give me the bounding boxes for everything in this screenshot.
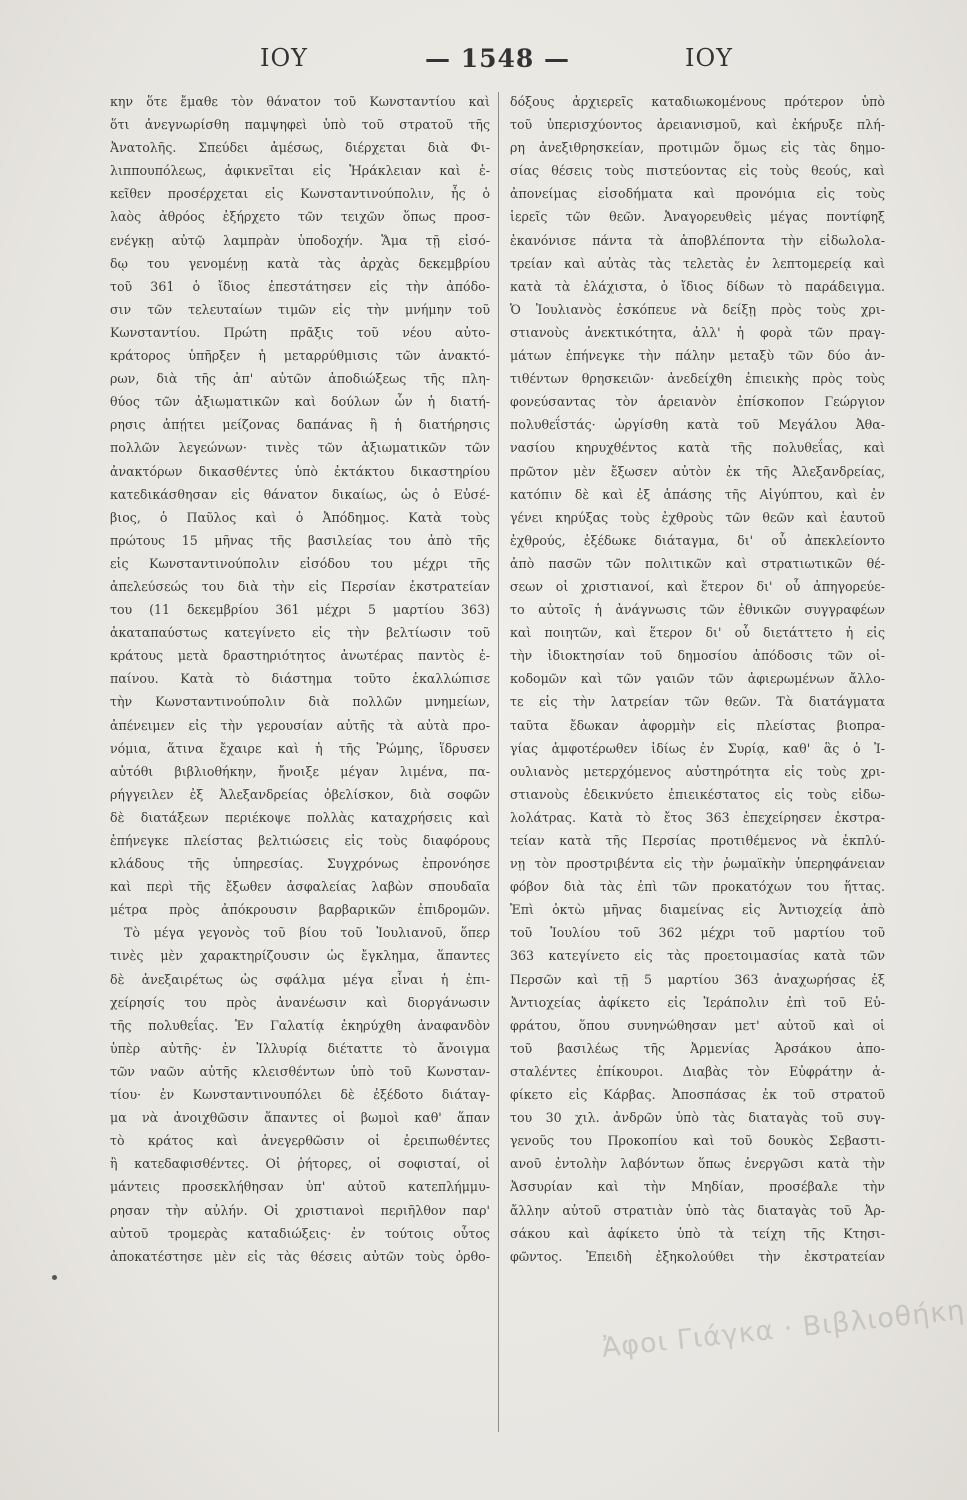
text-line: κράτους μετὰ δραστηριότητος ἀνωτέρας παντὸς ἐ-: [110, 648, 490, 664]
text-line: ἀπελεύσεώς του διὰ τὴν εἰς Περσίαν ἐκστρατείαν: [110, 578, 490, 594]
text-line: λιππουπόλεως, ἀφικνεῖται εἰς Ἡράκλειαν καὶ ἐ-: [110, 163, 490, 179]
text-line: ρων, διὰ τῆς ἀπ' αὐτῶν ἀποδιώξεως τῆς πλη-: [110, 371, 490, 387]
text-line: του (11 δεκεμβρίου 361 μέχρι 5 μαρτίου 363): [110, 602, 490, 618]
text-line: ρη ἀνεξιθρησκείαν, προτιμῶν ὅμως εἰς τὰς δημο-: [510, 140, 885, 156]
text-line: τῆς πολυθεΐας. Ἐν Γαλατίᾳ ἐκηρύχθη ἀναφανδὸν: [110, 1017, 490, 1033]
text-line: ἱερεῖς τῶν θεῶν. Ἀναγορευθεὶς μέγας ποντίφηξ: [510, 209, 885, 225]
text-line: στιανοὺς ἀνεκτικότητα, ἀλλ' ἡ φορὰ τῶν πραγ-: [510, 324, 885, 340]
library-watermark: Ἀφοι Γιάγκα · Βιβλιοθήκη: [600, 1294, 967, 1364]
text-line: καὶ περὶ τῆς ἔξωθεν ἀσφαλείας λαβὼν σπουδαῖα: [110, 879, 490, 895]
text-line: πολυθεΐστάς· ὠργίσθη κατὰ τοῦ Μεγάλου Ἀθα-: [510, 417, 885, 433]
text-line: φονεύσαντας τὸν ἀρειανὸν ἐπίσκοπον Γεώργιον: [510, 394, 885, 410]
text-line: μέτρα πρὸς ἀπόκρουσιν βαρβαρικῶν ἐπιδρομῶν.: [110, 902, 490, 918]
text-line: σάκου καὶ ἀφίκετο ὑπὸ τὰ τείχη τῆς Κτησι-: [510, 1225, 885, 1241]
text-line: φόβον διὰ τὰς ἐπὶ τῶν προκατόχων του ἥττας.: [510, 879, 885, 895]
text-line: κατὰ τὰ ἐλάχιστα, ὁ ἴδιος δίδων τὸ παράδειγμα.: [510, 278, 885, 294]
text-line: ρήγγειλεν ἐξ Ἀλεξανδρείας ὀβελίσκον, διὰ σοφῶν: [110, 786, 490, 802]
text-line: ἀνακτόρων δικασθέντες ὑπὸ ἐκτάκτου δικαστηρίου: [110, 463, 490, 479]
text-line: ουλιανὸς μετερχόμενος αὐστηρότητα εἰς τοὺς χρι-: [510, 763, 885, 779]
text-line: τιθέντων θρησκειῶν· ἀνεδείχθη ἐπιεικὴς πρὸς τοὺς: [510, 371, 885, 387]
text-line: ἢ κατεδαφισθέντες. Οἱ ῥήτορες, οἱ σοφισταί, οἱ: [110, 1156, 490, 1172]
text-line: ἐπήνεγκε πλείστας βελτιώσεις εἰς τοὺς διαφόρους: [110, 833, 490, 848]
text-line: θύος τῶν ἀξιωματικῶν καὶ δούλων ὧν ἡ διατή-: [110, 394, 490, 410]
text-line: αὐτοῦ τρομερὰς καταδιώξεις· ἐν τούτοις οὗτος: [110, 1225, 490, 1241]
text-line: κην ὅτε ἔμαθε τὸν θάνατον τοῦ Κωνσταντίου καὶ: [110, 94, 490, 109]
text-line: ὑπὲρ αὐτῆς· ἐν Ἰλλυρίᾳ διέταττε τὸ ἄνοιγμα: [110, 1040, 490, 1056]
text-line: Ὁ Ἰουλιανὸς ἐσκόπευε νὰ δείξῃ πρὸς τοὺς χρι-: [510, 301, 885, 317]
text-line: Κωνσταντίου. Πρώτη πρᾶξις τοῦ νέου αὐτο-: [110, 324, 490, 340]
text-line: τρείαν καὶ αὐτὰς τὰς τελετὰς ἐν λεπτομερείᾳ καὶ: [510, 255, 885, 271]
text-line: τε εἰς τὴν λατρείαν τῶν θεῶν. Τὰ διατάγματα: [510, 694, 885, 710]
text-line: ἀκαταπαύστως κατεγίνετο εἰς τὴν βελτίωσιν τοῦ: [110, 625, 490, 641]
text-line: ρησαν τὴν αὐλήν. Οἱ χριστιανοὶ περιῆλθον παρ': [110, 1202, 490, 1218]
text-line: νόμια, ἅτινα ἔχαιρε καὶ ἡ τῆς Ῥώμης, ἵδρυσεν: [110, 740, 490, 756]
text-line: σεων οἱ χριστιανοί, καὶ ἕτερον δι' οὗ ἀπηγορεύε-: [510, 578, 885, 594]
text-line: σταλέντες ἐπίκουροι. Διαβὰς τὸν Εὐφράτην ἀ-: [510, 1063, 885, 1079]
text-line: βιος, ὁ Παῦλος καὶ ὁ Ἀπόδημος. Κατὰ τοὺς: [110, 509, 490, 525]
text-line: φίκετο εἰς Κάρβας. Ἀποσπάσας ἐκ τοῦ στρατοῦ: [510, 1087, 885, 1103]
text-line: ἐκανόνισε πάντα τὰ ἀποβλέποντα τὴν εἰδωλολα-: [510, 232, 885, 248]
text-line: ἐχθρούς, ἐξέδωκε διάταγμα, δι' οὗ ἀπεκλείοντο: [510, 532, 885, 548]
text-line: κοδομῶν καὶ τῶν γαιῶν τῶν ἀφιερωμένων ἄλλο-: [510, 671, 885, 687]
text-line: δόξους ἀρχιερεῖς καταδιωκομένους πρότερον ὑπὸ: [510, 94, 885, 109]
text-line: νασίου κηρυχθέντος κατὰ τῆς πολυθεΐας, καὶ: [510, 440, 885, 456]
text-line: Τὸ μέγα γεγονὸς τοῦ βίου τοῦ Ἰουλιανοῦ, ὅπερ: [124, 925, 490, 941]
header-right-keyword: ΙΟΥ: [685, 44, 733, 72]
text-line: ταῦτα ἔδωκαν ἀφορμὴν εἰς πλείστας βιοπρα-: [510, 717, 885, 733]
text-line: λαὸς ἀθρόος ἐξήρχετο τῶν τειχῶν ὅπως προσ-: [110, 209, 490, 225]
text-line: καὶ ποιητῶν, καὶ ἕτερον δι' οὗ διετάττετο ἡ εἰς: [510, 625, 885, 641]
text-line: φράτου, ὅπου συνηνώθησαν μετ' αὐτοῦ καὶ οἱ: [510, 1017, 885, 1033]
text-line: πρῶτον μὲν ἔξωσεν αὐτὸν ἐκ τῆς Ἀλεξανδρείας,: [510, 463, 885, 479]
text-line: ενέγκῃ αὐτῷ λαμπρὰν ὑποδοχήν. Ἅμα τῇ εἰσό-: [110, 232, 490, 248]
text-line: εἰς Κωνσταντινούπολιν εἰσόδου του μέχρι τῆς: [110, 555, 490, 571]
text-line: τὸ κράτος καὶ ἀνεγερθῶσιν οἱ ἐρειπωθέντες: [110, 1133, 490, 1149]
text-line: τὴν Κωνσταντινούπολιν διὰ πολλῶν μνημείων,: [110, 694, 490, 710]
text-line: αὐτόθι βιβλιοθήκην, ἤνοιξε μέγαν λιμένα, πα-: [110, 763, 490, 779]
text-line: νῃ τὸν προστριβέντα εἰς τὴν ῥωμαϊκὴν ὑπερηφάνειαν: [510, 856, 885, 872]
text-line: πολλῶν λεγεώνων· τινὲς τῶν ἀξιωματικῶν τῶν: [110, 440, 490, 456]
text-line: λολάτρας. Κατὰ τὸ ἔτος 363 ἐπεχείρησεν ἐκστρα-: [510, 809, 885, 825]
left-text-column: [110, 90, 490, 1460]
text-line: φῶντος. Ἐπειδὴ ἐξηκολούθει τὴν ἐκστρατείαν: [510, 1248, 885, 1264]
text-line: τοῦ Ἰουλίου τοῦ 362 μέχρι τοῦ μαρτίου τοῦ: [510, 925, 885, 941]
text-line: τὴν ἰδιοκτησίαν τοῦ δημοσίου ἀπόδοσις τῶν οἰ-: [510, 648, 885, 664]
text-line: τοῦ ὑπερισχύοντος ἀρειανισμοῦ, καὶ ἐκήρυξε πλή-: [510, 117, 885, 133]
text-line: Ἐπὶ ὀκτὼ μῆνας διαμείνας εἰς Ἀντιοχείᾳ ἀπὸ: [510, 902, 885, 918]
text-line: του 30 χιλ. ἀνδρῶν ὑπὸ τὰς διαταγὰς τοῦ συγ-: [510, 1110, 885, 1126]
text-line: πρώτους 15 μῆνας τῆς βασιλείας του ἀπὸ τῆς: [110, 532, 490, 548]
text-line: τίου· ἐν Κωνσταντινουπόλει δὲ ἐξέδοτο διάταγ-: [110, 1087, 490, 1103]
text-line: γένει κηρύξας τοὺς ἐχθροὺς τῶν θεῶν καὶ ἑαυτοῦ: [510, 509, 885, 525]
text-line: κατόπιν δὲ καὶ ἐξ ἁπάσης τῆς Αἰγύπτου, καὶ ἐν: [510, 486, 885, 502]
text-line: ἀπὸ πασῶν τῶν πολιτικῶν καὶ στρατιωτικῶν θέ-: [510, 555, 885, 571]
text-line: ἀποκατέστησε μὲν εἰς τὰς θέσεις αὐτῶν τοὺς ὀρθο-: [110, 1248, 490, 1264]
text-line: μάντεις προσεκλήθησαν ὑπ' αὐτοῦ κατεπλήμμυ-: [110, 1179, 490, 1195]
column-divider: [498, 92, 499, 1432]
text-line: Ἀνατολῆς. Σπεύδει ἀμέσως, διέρχεται διὰ Φι-: [110, 140, 490, 156]
text-line: δῳ του γενομένῃ κατὰ τὰς ἀρχὰς δεκεμβρίου: [110, 255, 490, 271]
text-line: παίνου. Κατὰ τὸ διάστημα τοῦτο ἐκαλλώπισε: [110, 671, 490, 687]
text-line: ανοῦ ἐντολὴν λαβόντων ὅπως ἐνεργῶσι κατὰ τὴν: [510, 1156, 885, 1172]
text-line: κράτορος ὑπῆρξεν ἡ μεταρρύθμισις τῶν ἀνακτό-: [110, 348, 490, 364]
text-line: γίας ἀμφοτέρωθεν ἰδίως ἐν Συρίᾳ, καθ' ἃς ὁ Ἰ-: [510, 740, 885, 756]
margin-mark: [52, 1275, 57, 1280]
text-line: 363 κατεγίνετο εἰς τὰς προετοιμασίας κατὰ τῶν: [510, 948, 885, 964]
text-line: τοῦ βασιλέως τῆς Ἀρμενίας Ἀρσάκου ἀπο-: [510, 1040, 885, 1056]
text-line: δὲ ἀνεξαιρέτως ὡς σφάλμα μέγα εἶναι ἡ ἐπι-: [110, 971, 490, 987]
text-line: τινὲς μὲν χαρακτηρίζουσιν ὡς ἔγκλημα, ἅπαντες: [110, 948, 490, 964]
text-line: Ἀσσυρίαν καὶ τὴν Μηδίαν, προσέβαλε τὴν: [510, 1179, 885, 1195]
text-line: ἀπονείμας εἰσοδήματα καὶ προνόμια εἰς τοὺς: [510, 186, 885, 202]
text-line: ρησις ἀπῄτει μείζονας δαπάνας ἢ ἡ διατήρησις: [110, 417, 490, 433]
text-line: Ἀντιοχείας ἀφίκετο εἰς Ἱεράπολιν ἐπὶ τοῦ Εὐ-: [510, 994, 885, 1010]
text-line: τοῦ 361 ὁ ἴδιος ἐπεστάτησεν εἰς τὴν ἀπόδο-: [110, 278, 490, 294]
right-text-column: [510, 90, 885, 1460]
text-line: μάτων ἐπήνεγκε τὴν πάλην μεταξὺ τῶν δύο ἀν-: [510, 348, 885, 364]
text-line: σιν τῶν τελευταίων τιμῶν εἰς τὴν μνήμην τοῦ: [110, 301, 490, 317]
text-line: ὅτι ἀνεγνωρίσθη παμψηφεὶ ὑπὸ τοῦ στρατοῦ τῆς: [110, 117, 490, 133]
text-line: τῶν ναῶν αὐτῆς κλεισθέντων ὑπὸ τοῦ Κωνσταν-: [110, 1063, 490, 1079]
text-line: κλάδους τῆς ὑπηρεσίας. Συγχρόνως ἐπρονόησε: [110, 856, 490, 872]
text-line: σίας θέσεις τοὺς πιστεύοντας εἰς τοὺς θεούς, καὶ: [510, 163, 885, 179]
page-number: — 1548 —: [425, 44, 570, 73]
text-line: κατεδικάσθησαν εἰς θάνατον δικαίως, ὡς ὁ Εὐσέ-: [110, 486, 490, 502]
text-line: μα νὰ ἀνοιχθῶσιν ἅπαντες οἱ βωμοὶ καθ' ἅπαν: [110, 1110, 490, 1126]
text-line: χείρησίς του πρὸς ἀνανέωσιν καὶ διοργάνωσιν: [110, 994, 490, 1010]
text-line: ἀπένειμεν εἰς τὴν γερουσίαν αὐτῆς τὰ αὐτὰ προ-: [110, 717, 490, 733]
text-line: Περσῶν καὶ τῇ 5 μαρτίου 363 ἀναχωρήσας ἐξ: [510, 971, 885, 987]
text-line: δὲ διατάξεων περιέκοψε πολλὰς καταχρήσεις καὶ: [110, 809, 490, 825]
header-left-keyword: ΙΟΥ: [260, 44, 308, 72]
text-line: τείαν κατὰ τῆς Περσίας προτιθέμενος νὰ ἐκπλύ-: [510, 833, 885, 848]
running-header: [110, 44, 870, 84]
text-line: το αὐτοῖς ἡ ἀνάγνωσις τῶν ἐθνικῶν συγγραφέων: [510, 602, 885, 618]
text-line: ἄλλην αὐτοῦ στρατιὰν ὑπὸ τὰς διαταγὰς τοῦ Ἀρ-: [510, 1202, 885, 1218]
text-line: στιανοὺς ἐδεικνύετο ἐπιεικέστατος εἰς τοὺς εἰδω-: [510, 786, 885, 802]
text-line: γενοῦς του Προκοπίου καὶ τοῦ δουκὸς Σεβαστι-: [510, 1133, 885, 1149]
text-line: κεῖθεν προσέρχεται εἰς Κωνσταντινούπολιν, ἧς ὁ: [110, 186, 490, 202]
